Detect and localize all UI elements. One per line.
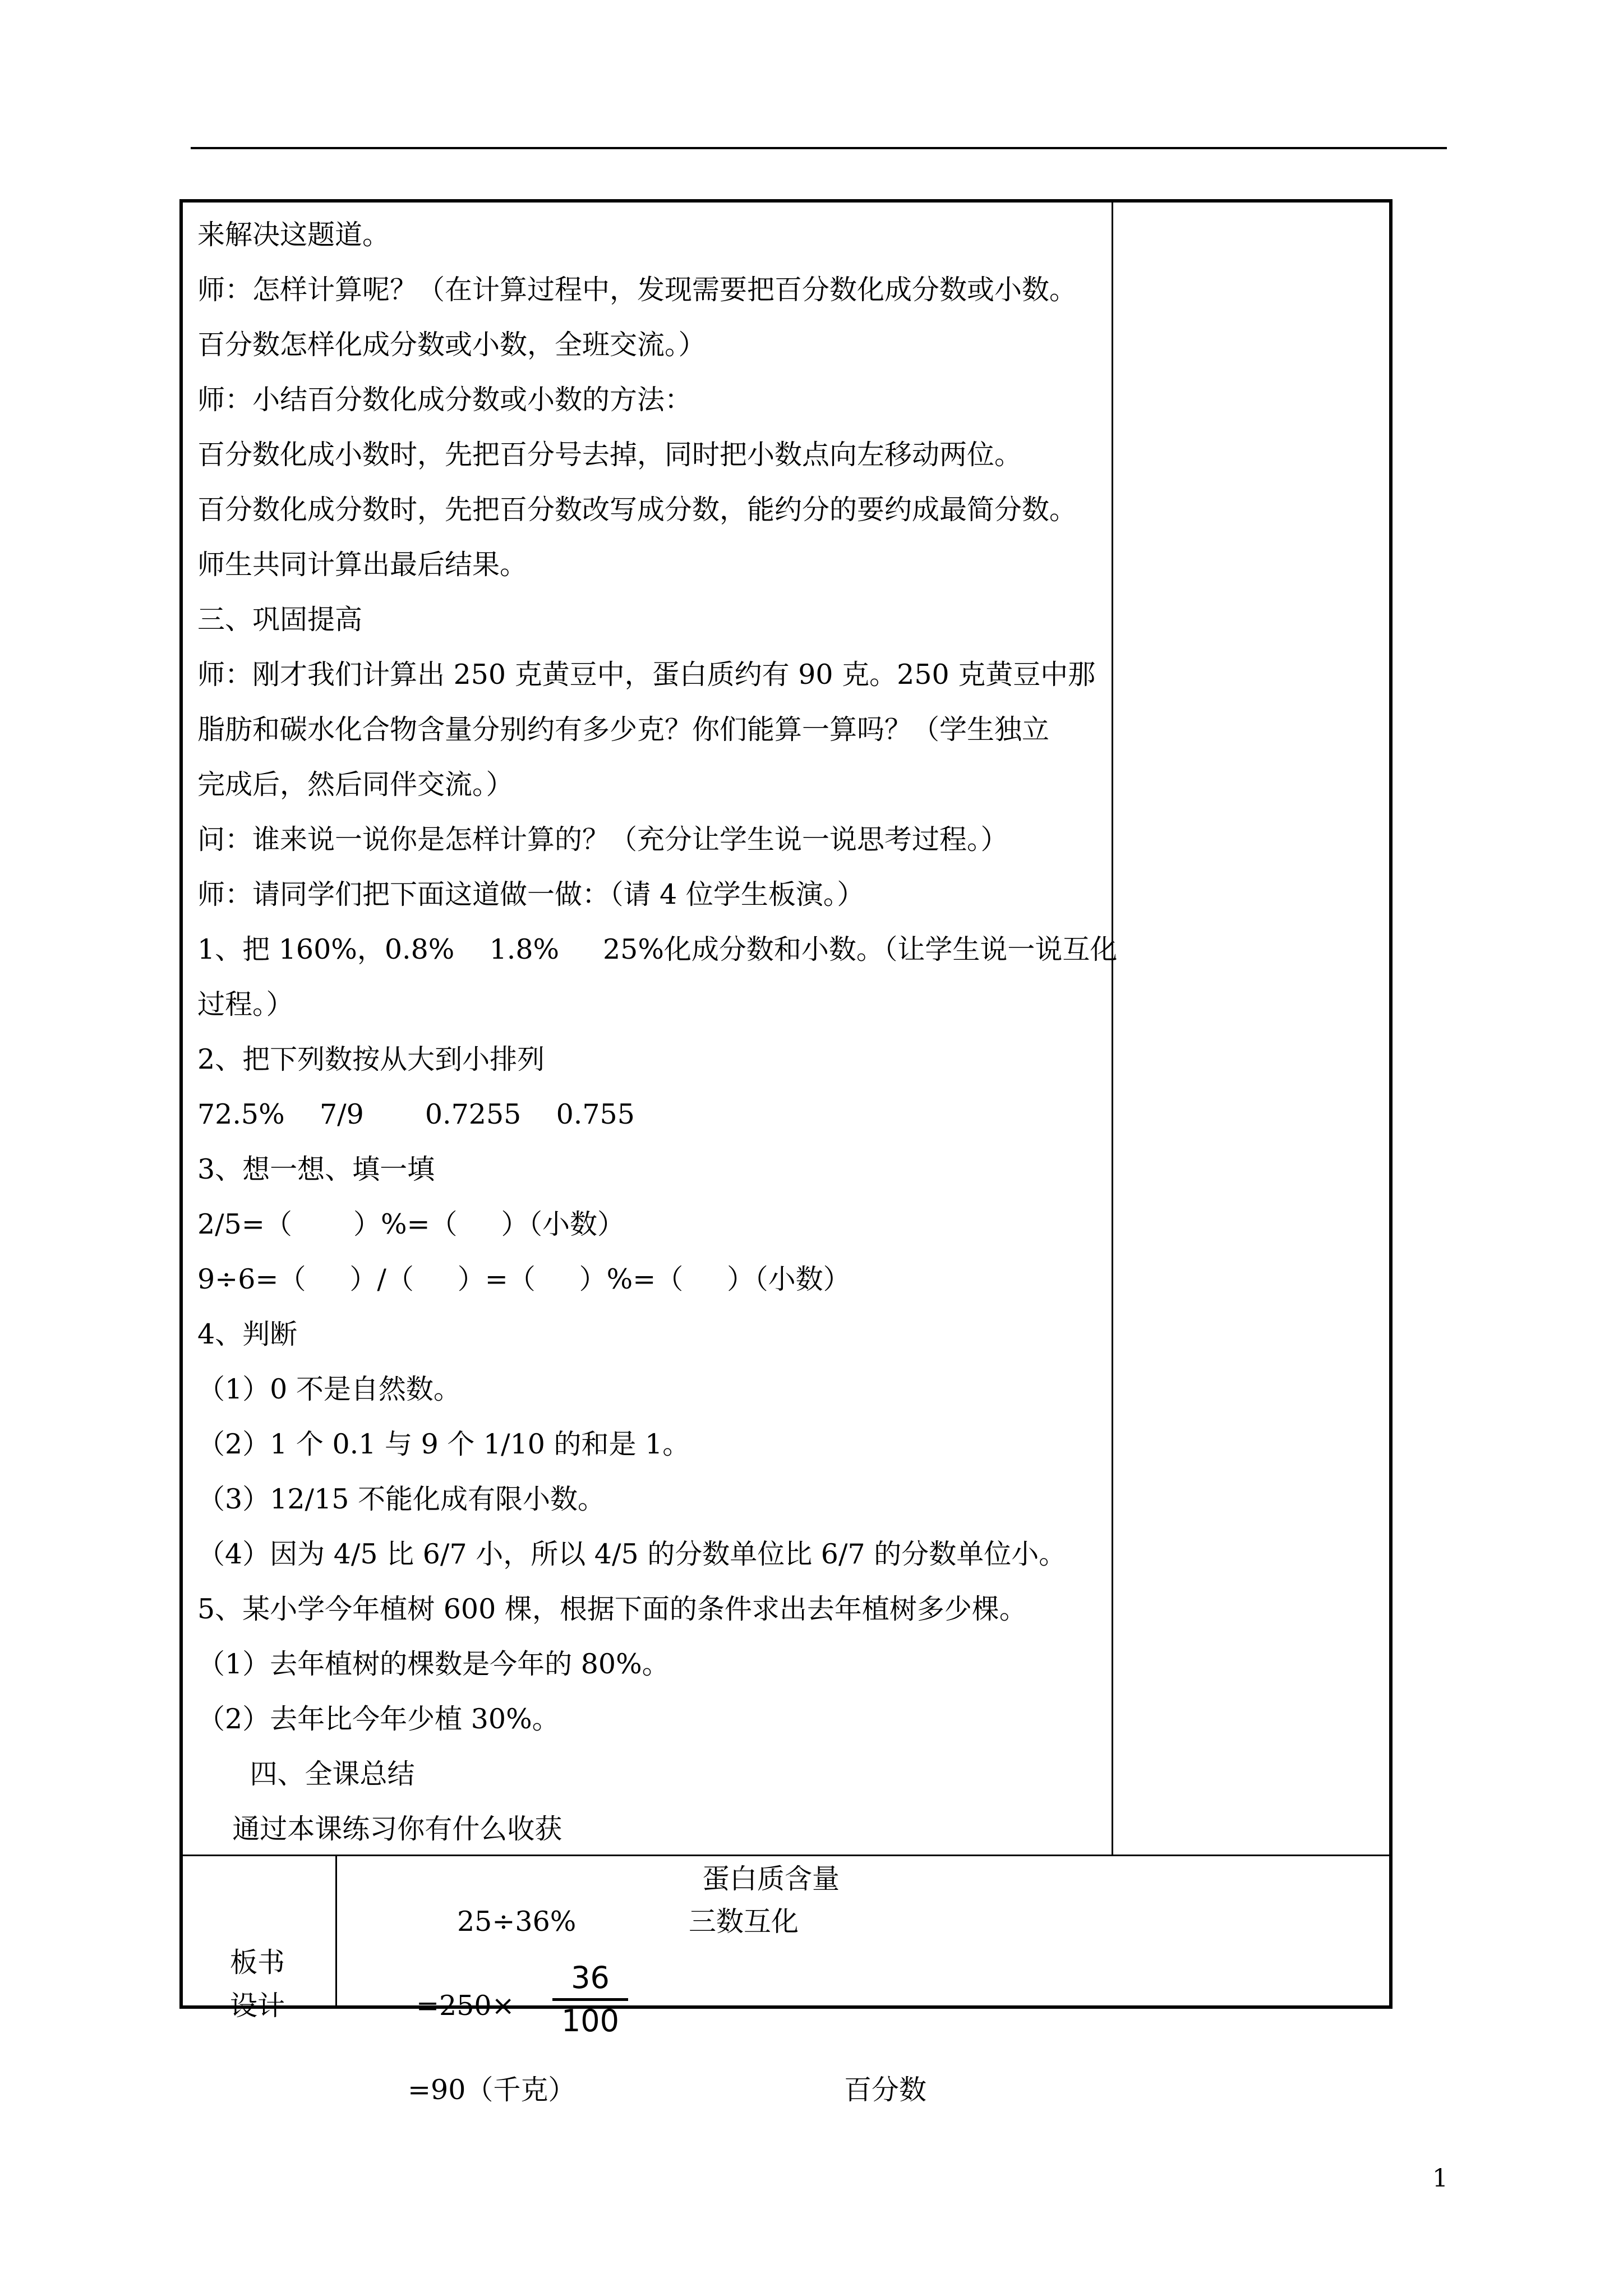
fraction-denominator: 100	[561, 2003, 620, 2039]
page-number: 1	[1432, 2164, 1448, 2193]
exercise-line: 2/5=（ ）%=（ ）（小数）	[197, 1208, 625, 1240]
lesson-line: 师：刚才我们计算出 250 克黄豆中，蛋白质约有 90 克。250 克黄豆中那	[197, 659, 1096, 691]
exercise-line: 3、想一想、填一填	[197, 1153, 435, 1185]
exercise-line: 72.5% 7/9 0.7255 0.755	[197, 1098, 635, 1130]
board-row-divider	[179, 1855, 1393, 1856]
exercise-line: （3）12/15 不能化成有限小数。	[197, 1483, 605, 1515]
exercise-line: 过程。）	[197, 988, 294, 1020]
exercise-line: （1）去年植树的棵数是今年的 80%。	[197, 1648, 670, 1680]
board-label: 设计	[230, 1990, 285, 2022]
lesson-line: 来解决这题道。	[197, 219, 390, 251]
exercise-line: （2）去年比今年少植 30%。	[197, 1703, 560, 1735]
board-expression: =250×	[416, 1990, 515, 2022]
board-result: =90（千克）	[408, 2074, 576, 2106]
board-expression: 25÷36%	[457, 1906, 577, 1938]
exercise-line: 1、把 160%，0.8% 1.8% 25%化成分数和小数。（让学生说一说互化	[197, 933, 1118, 965]
lesson-line: 师生共同计算出最后结果。	[197, 549, 528, 581]
board-title: 蛋白质含量	[702, 1863, 840, 1895]
lesson-line: 师：请同学们把下面这道做一做：（请 4 位学生板演。）	[197, 878, 865, 910]
fraction-numerator: 36	[571, 1960, 610, 1995]
lesson-line: 通过本课练习你有什么收获	[197, 1813, 562, 1845]
section-heading: 四、全课总结	[197, 1758, 415, 1790]
board-label-divider	[335, 1855, 337, 2009]
fraction-bar	[552, 1998, 628, 2001]
lesson-line: 完成后，然后同伴交流。）	[197, 769, 514, 800]
exercise-line: 9÷6=（ ）/（ ）=（ ）%=（ ）（小数）	[197, 1263, 851, 1295]
notes-column-divider	[1112, 199, 1113, 1856]
exercise-line: 2、把下列数按从大到小排列	[197, 1043, 545, 1075]
board-label: 板书	[230, 1947, 285, 1978]
header-rule	[191, 147, 1447, 149]
exercise-line: 5、某小学今年植树 600 棵，根据下面的条件求出去年植树多少棵。	[197, 1593, 1027, 1625]
board-note: 三数互化	[689, 1906, 799, 1938]
board-fraction	[552, 1960, 628, 2039]
lesson-line: 百分数怎样化成分数或小数，全班交流。）	[197, 329, 706, 361]
lesson-line: 百分数化成分数时，先把百分数改写成分数，能约分的要约成最简分数。	[197, 494, 1077, 526]
lesson-line: 百分数化成小数时，先把百分号去掉，同时把小数点向左移动两位。	[197, 439, 1022, 471]
exercise-line: （2）1 个 0.1 与 9 个 1/10 的和是 1。	[197, 1428, 690, 1460]
exercise-line: （4）因为 4/5 比 6/7 小，所以 4/5 的分数单位比 6/7 的分数单位小。	[197, 1538, 1067, 1570]
lesson-line: 师：小结百分数化成分数或小数的方法：	[197, 384, 693, 416]
lesson-line: 问：谁来说一说你是怎样计算的？（充分让学生说一说思考过程。）	[197, 823, 1008, 855]
exercise-line: （1）0 不是自然数。	[197, 1373, 461, 1405]
lesson-line: 脂肪和碳水化合物含量分别约有多少克？你们能算一算吗？（学生独立	[197, 714, 1050, 746]
exercise-line: 4、判断	[197, 1318, 298, 1350]
board-note: 百分数	[844, 2074, 927, 2106]
lesson-line: 师：怎样计算呢？（在计算过程中，发现需要把百分数化成分数或小数。	[197, 274, 1077, 306]
section-heading: 三、巩固提高	[197, 604, 363, 636]
